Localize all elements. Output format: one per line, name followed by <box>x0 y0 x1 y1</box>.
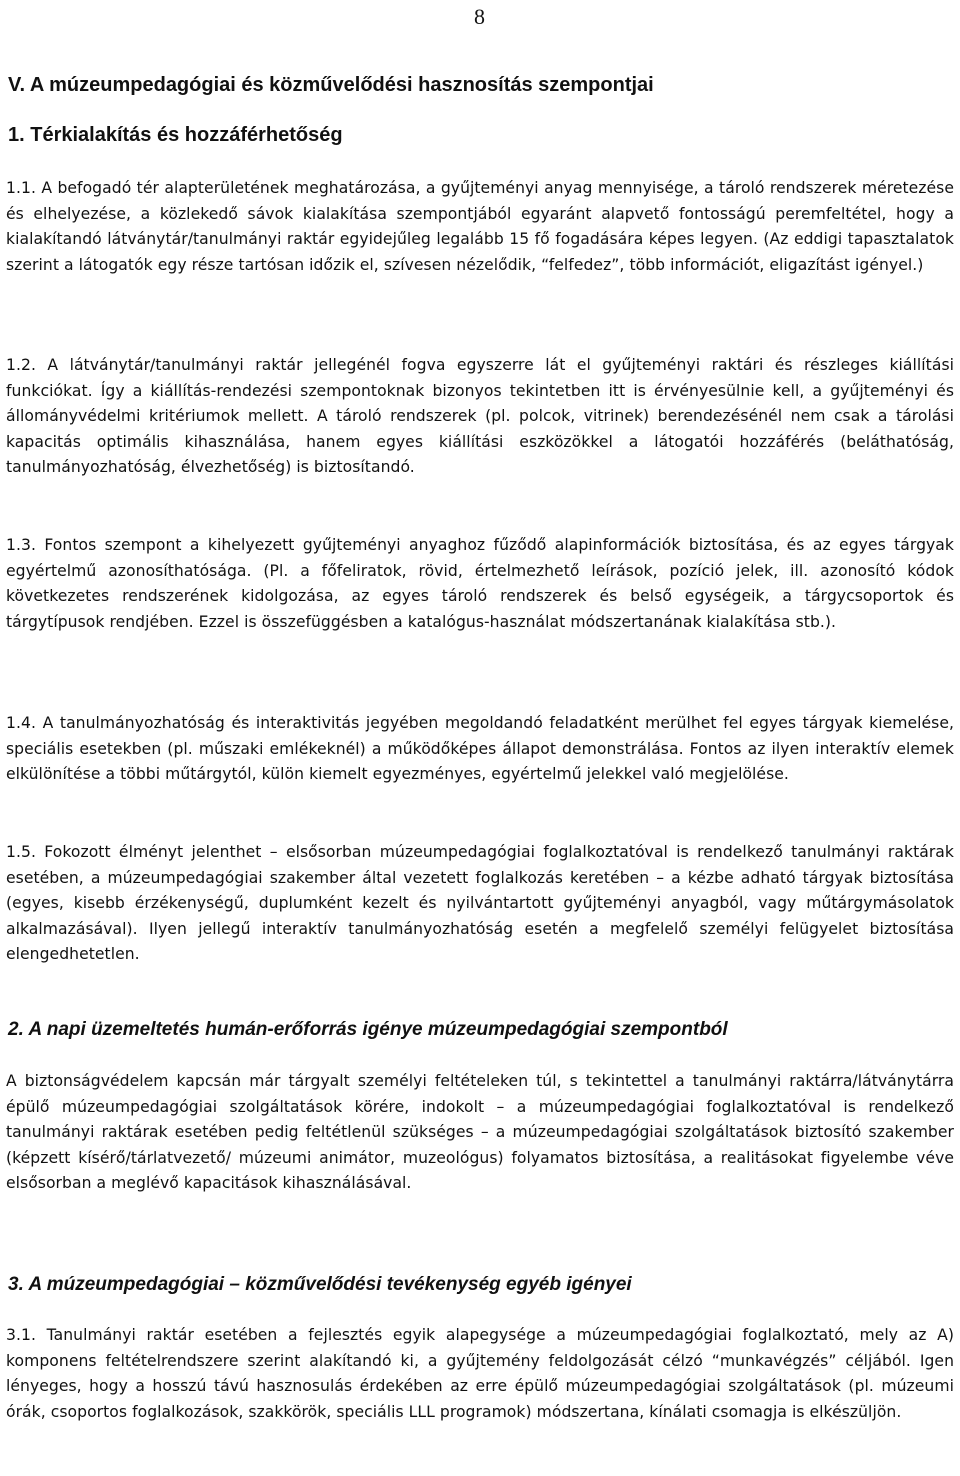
section-heading-1: 1. Térkialakítás és hozzáférhetőség <box>8 124 343 146</box>
paragraph-1-3: 1.3. Fontos szempont a kihelyezett gyűjteményi anyaghoz fűződő alapinformációk biztosítása, és az egyes tárgyak egyértelmű azonosíthatósága. (Pl. a főfeliratok, rövid, értelmezhető leírások, pozíció jelek, ill. azonosító kódok következetes rendszerének kidolgozása, az egyes tároló rendszerek és belső egységeik, a tárgycsoportok és tárgytípusok rendjében. Ezzel is összefüggésben a katalógus-használat módszertanának kialakítása stb.). <box>6 536 954 631</box>
paragraph-3-1: 3.1. Tanulmányi raktár esetében a fejlesztés egyik alapegysége a múzeumpedagógiai foglalkoztató, mely az A) komponens feltételrendszere szerint alakítandó ki, a gyűjtemény feldolgozását célzó “munkavégzés” céljából. Igen lényeges, hogy a hosszú távú hasznosulás érdekében az erre épülő múzeumpedagógiai szolgáltatások (pl. múzeumi órák, csoportos foglalkozások, szakkörök, speciális LLL programok) módszertana, kínálati csomagja is elkészüljön. <box>6 1326 954 1421</box>
paragraph-1-5: 1.5. Fokozott élményt jelenthet – elsősorban múzeumpedagógiai foglalkoztatóval is rendelkező tanulmányi raktárak esetében, a múzeumpedagógiai szakember által vezetett foglalkozás keretében – a kézbe adható tárgyak biztosítása (egyes, kisebb érzékenységű, duplumként kezelt és nyilvántartott gyűjteményi anyagból, vagy műtárgymásolatok alkalmazásával). Ilyen jellegű interaktív tanulmányozhatóság esetén a megfelelő személyi felügyelet biztosítása elengedhetetlen. <box>6 843 954 964</box>
section-heading-2 <box>8 1017 952 1043</box>
section-heading-2-number: 2. <box>8 1019 24 1040</box>
page-number: 8 <box>474 4 485 29</box>
section-heading-3-number: 3. <box>8 1274 24 1295</box>
paragraph-1-2: 1.2. A látványtár/tanulmányi raktár jellegénél fogva egyszerre lát el gyűjteményi raktári és részleges kiállítási funkciókat. Így a kiállítás-rendezési szempontoknak bizonyos tekintetben itt is érvényesülnie kell, a gyűjteményi és állományvédelmi kritériumok mellett. A tároló rendszerek (pl. polcok, vitrinek) berendezésénél nem csak a tárolási kapacitás optimális kihasználása, hanem egyes kiállítási eszközökkel a látogatói hozzáférés (beláthatóság, tanulmányozhatóság, élvezhetőség) is biztosítandó. <box>6 356 954 477</box>
section-heading-2-text: A napi üzemeltetés humán-erőforrás igénye múzeumpedagógiai szempontból <box>28 1019 728 1040</box>
paragraph-1-4: 1.4. A tanulmányozhatóság és interaktivitás jegyében megoldandó feladatként merülhet fel egyes tárgyak kiemelése, speciális esetekben (pl. műszaki emlékeknél) a működőképes állapot demonstrálása. Fontos az ilyen interaktív elemek elkülönítése a többi műtárgytól, külön kiemelt egyezményes, egyértelmű jelekkel való megjelölése. <box>6 714 954 784</box>
paragraph-2: A biztonságvédelem kapcsán már tárgyalt személyi feltételeken túl, s tekintettel a tanulmányi raktárra/látványtárra épülő múzeumpedagógiai szolgáltatások körére, indokolt – a múzeumpedagógiai foglalkoztatóval is rendelkező tanulmányi raktárak esetében pedig feltétlenül szükséges – a múzeumpedagógiai szolgáltatások biztosító szakember (képzett kísérő/tárlatvezető/ múzeumi animátor, muzeológus) folyamatos biztosítása, a realitásokat figyelembe véve elsősorban a meglévő kapacitások kihasználásával. <box>6 1072 954 1193</box>
section-heading-3-text: A múzeumpedagógiai – közművelődési tevékenység egyéb igényei <box>28 1274 632 1295</box>
main-heading: V. A múzeumpedagógiai és közművelődési hasznosítás szempontjai <box>8 74 654 96</box>
section-heading-3 <box>8 1272 952 1298</box>
paragraph-1-1: 1.1. A befogadó tér alapterületének meghatározása, a gyűjteményi anyag mennyisége, a tároló rendszerek méretezése és elhelyezése, a közlekedő sávok kialakítása szempontjából egyaránt alapvető fontosságú peremfeltétel, hogy a kialakítandó látványtár/tanulmányi raktár egyidejűleg legalább 15 fő fogadására képes legyen. (Az eddigi tapasztalatok szerint a látogatók egy része tartósan időzik el, szívesen nézelődik, “felfedez”, több információt, eligazítást igényel.) <box>6 179 954 274</box>
